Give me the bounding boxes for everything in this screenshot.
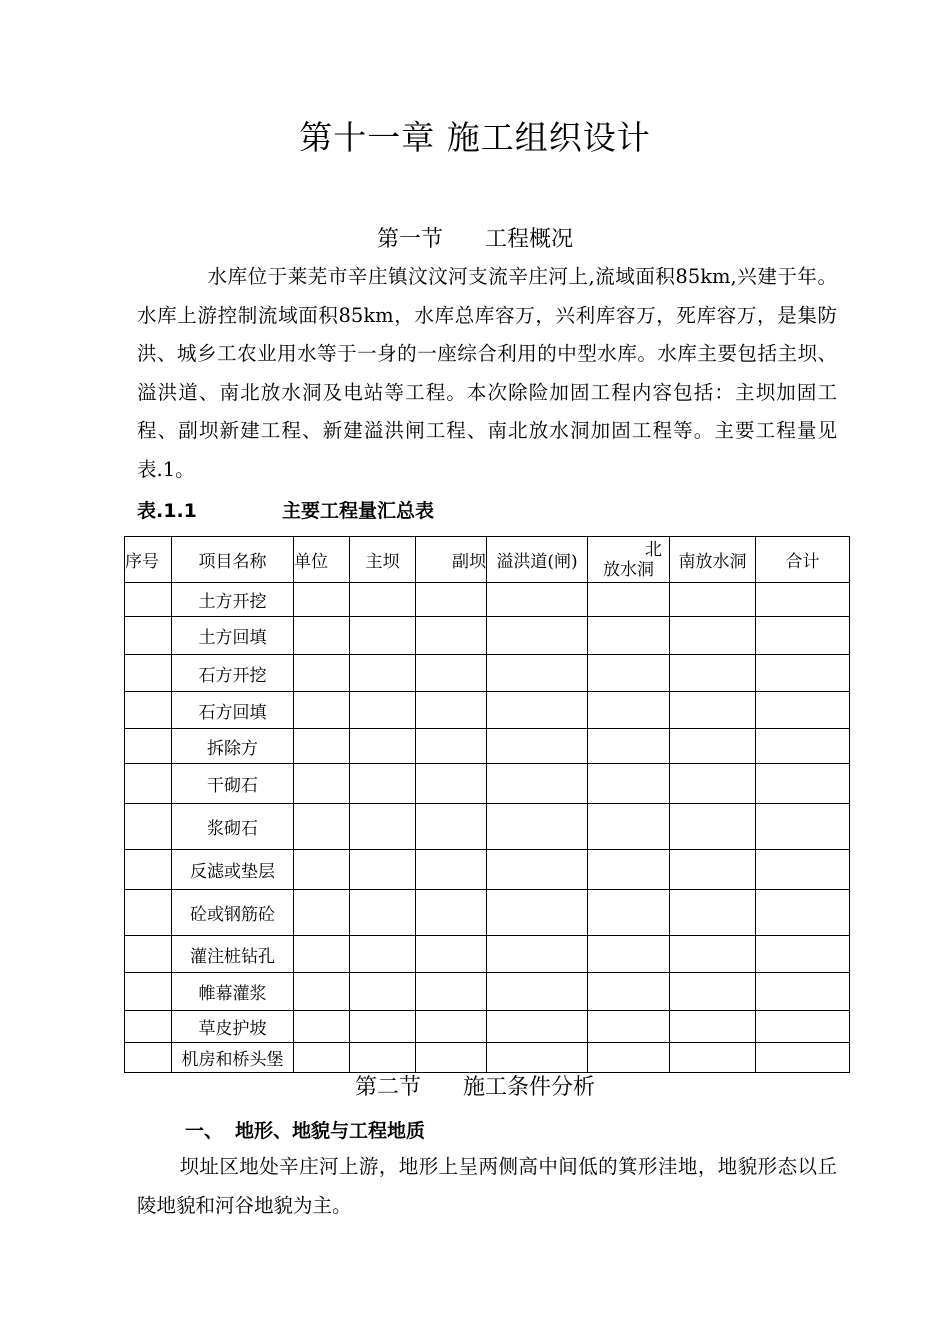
table-cell [350,729,416,764]
table-cell [756,850,850,890]
table-cell [294,850,350,890]
table-row [125,729,850,764]
terrain-text: 坝址区地处辛庄河上游，地形上呈两侧高中间低的箕形洼地，地貌形态以丘陵地貌和河谷地貌为主。 [137,1155,837,1217]
section-1-number: 第一节 [376,227,443,252]
item-name-cell: 拆除方 [172,729,294,764]
table-row [125,1011,850,1043]
table-cell [350,850,416,890]
table-cell [487,804,588,850]
table-cell [588,692,670,729]
table-cell [294,973,350,1011]
table-cell [670,764,756,804]
table-cell [125,655,172,692]
table-row [125,692,850,729]
table-cell [294,890,350,936]
section-1-heading [0,222,950,253]
item-name-cell: 石方回填 [172,692,294,729]
table-cell [756,692,850,729]
table-cell [125,1043,172,1073]
item-name-cell: 灌注桩钻孔 [172,936,294,973]
table-cell [416,1011,487,1043]
table-cell [670,617,756,655]
table-cell [756,1011,850,1043]
header-auxiliary-dam: 副坝 [416,537,487,583]
table-row [125,764,850,804]
table-cell [350,936,416,973]
table-cell [416,583,487,617]
subsection-title: 地形、地貌与工程地质 [235,1120,426,1142]
table-cell [588,583,670,617]
item-name-cell: 砼或钢筋砼 [172,890,294,936]
table-body [125,583,850,1073]
table-cell [756,973,850,1011]
item-name-cell: 土方回填 [172,617,294,655]
table-cell [125,764,172,804]
table-cell [350,804,416,850]
table-cell [756,655,850,692]
item-name-cell: 机房和桥头堡 [172,1043,294,1073]
table-cell [416,973,487,1011]
header-main-dam: 主坝 [350,537,416,583]
table-cell [294,617,350,655]
table-row [125,890,850,936]
header-outlet-label: 放水洞 [603,559,654,580]
section-2-title: 施工条件分析 [463,1075,596,1100]
table-cell [294,692,350,729]
table-cell [670,729,756,764]
table-cell [416,804,487,850]
table-cell [487,764,588,804]
table-cell [487,850,588,890]
table-cell [670,850,756,890]
table-cell [588,850,670,890]
table-cell [487,973,588,1011]
subsection-number: 一、 [185,1120,224,1142]
subsection-heading [185,1116,425,1143]
table-row [125,973,850,1011]
table-cell [294,583,350,617]
table-cell [487,655,588,692]
table-cell [487,729,588,764]
table-cell [294,764,350,804]
item-name-cell: 反滤或垫层 [172,850,294,890]
table-cell [670,655,756,692]
header-unit: 单位 [294,537,350,583]
table-cell [350,692,416,729]
section-1-title: 工程概况 [485,227,574,252]
table-row [125,655,850,692]
table-cell [416,890,487,936]
table-cell [416,692,487,729]
table-cell [487,890,588,936]
overview-text: 水库位于莱芜市辛庄镇汶汶河支流辛庄河上,流域面积85km,兴建于年。水库上游控制流域面积85km，水库总库容万，兴利库容万，死库容万，是集防洪、城乡工农业用水等于一身的一座综合利用的中型水库。水库主要包括主坝、溢洪道、南北放水洞及电站等工程。本次除险加固工程内容包括：主坝加固工程、副坝新建工程、新建溢洪闸工程、南北放水洞加固工程等。主要工程量见表.1。 [137,265,837,481]
table-row [125,583,850,617]
table-cell [350,890,416,936]
table-cell [487,583,588,617]
table-cell [125,692,172,729]
table-cell [416,617,487,655]
table-cell [350,617,416,655]
table-cell [670,936,756,973]
chapter-title: 第十一章 施工组织设计 [299,118,651,157]
table-cell [416,764,487,804]
table-cell [670,973,756,1011]
header-spillway: 溢洪道(闸) [487,537,588,583]
table-cell [350,1043,416,1073]
table-cell [756,1043,850,1073]
table-cell [350,1011,416,1043]
quantity-table [124,536,850,1073]
table-cell [294,1043,350,1073]
table-cell [416,1043,487,1073]
table-cell [588,973,670,1011]
table-cell [294,729,350,764]
table-cell [294,936,350,973]
item-name-cell: 浆砌石 [172,804,294,850]
table-row [125,850,850,890]
header-south-outlet: 南放水洞 [670,537,756,583]
table-cell [588,1011,670,1043]
table-row [125,936,850,973]
table-cell [350,655,416,692]
table-cell [294,804,350,850]
table-caption-title: 主要工程量汇总表 [282,500,435,522]
table-cell [416,850,487,890]
table-cell [756,804,850,850]
table-cell [670,583,756,617]
table-cell [670,890,756,936]
table-cell [350,764,416,804]
table-cell [487,936,588,973]
table-cell [125,583,172,617]
table-cell [125,617,172,655]
table-cell [487,692,588,729]
table-cell [125,936,172,973]
table-cell [350,973,416,1011]
table-cell [670,804,756,850]
table-cell [125,973,172,1011]
table-cell [350,583,416,617]
terrain-paragraph [137,1148,837,1225]
item-name-cell: 帷幕灌浆 [172,973,294,1011]
table-cell [487,617,588,655]
table-cell [756,890,850,936]
item-name-cell: 土方开挖 [172,583,294,617]
table-caption-label: 表.1.1 [137,500,197,522]
table-row [125,804,850,850]
table-cell [125,850,172,890]
overview-paragraph [137,258,837,489]
header-north-label: 北 [645,539,662,560]
table-cell [588,1043,670,1073]
table-cell [416,729,487,764]
item-name-cell: 草皮护坡 [172,1011,294,1043]
table-row [125,1043,850,1073]
item-name-cell: 石方开挖 [172,655,294,692]
table-caption [137,496,435,523]
table-cell [125,1011,172,1043]
table-header-row [125,537,850,583]
table-cell [588,890,670,936]
table-row [125,617,850,655]
table-cell [125,729,172,764]
header-north-outlet [588,537,670,583]
table-cell [588,804,670,850]
table-cell [125,890,172,936]
table-cell [588,655,670,692]
section-2-number: 第二节 [354,1075,421,1100]
section-2-heading [0,1070,950,1101]
item-name-cell: 干砌石 [172,764,294,804]
table-cell [416,936,487,973]
table-cell [588,764,670,804]
table-cell [588,617,670,655]
table-cell [125,804,172,850]
table-cell [670,1011,756,1043]
table-cell [756,936,850,973]
table-cell [588,936,670,973]
header-index: 序号 [125,537,172,583]
table-cell [294,655,350,692]
header-total: 合计 [756,537,850,583]
table-cell [756,729,850,764]
header-item-name: 项目名称 [172,537,294,583]
table-cell [487,1011,588,1043]
table-cell [416,655,487,692]
table-cell [756,617,850,655]
table-cell [670,692,756,729]
table-cell [756,583,850,617]
table-cell [588,729,670,764]
table-cell [487,1043,588,1073]
table-cell [670,1043,756,1073]
table-cell [756,764,850,804]
table-cell [294,1011,350,1043]
